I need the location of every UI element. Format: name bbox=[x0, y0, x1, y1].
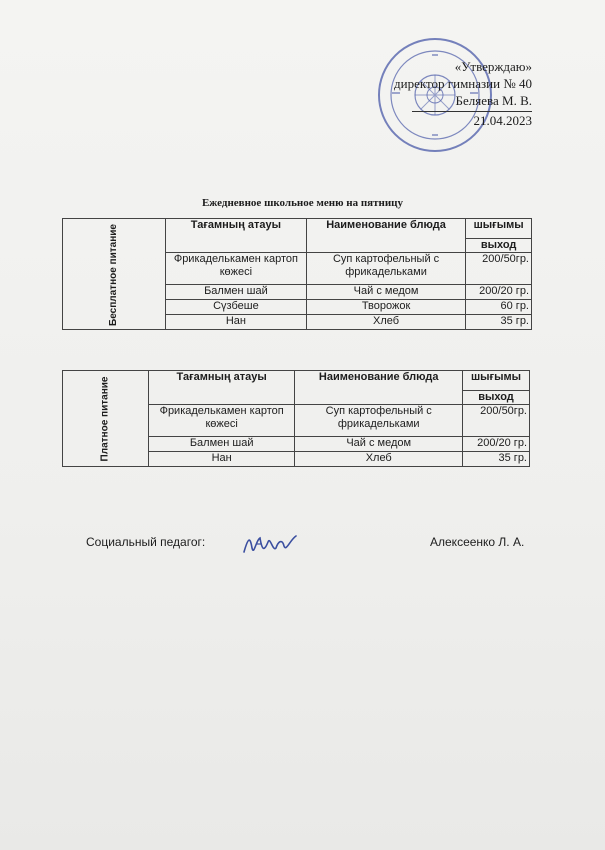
dish-yield: 60 гр. bbox=[466, 300, 532, 315]
header-yield-kz: шығымы bbox=[463, 371, 530, 391]
free-meal-label: Бесплатное питание bbox=[63, 219, 166, 330]
free-meal-table bbox=[62, 218, 532, 330]
dish-kz: Сүзбеше bbox=[165, 300, 306, 315]
header-yield-ru: выход bbox=[463, 391, 530, 405]
approval-heading: «Утверждаю» bbox=[454, 59, 532, 74]
dish-yield: 35 гр. bbox=[463, 452, 530, 467]
dish-kz: Нан bbox=[148, 452, 295, 467]
paid-meal-label: Платное питание bbox=[63, 371, 149, 467]
page-title: Ежедневное школьное меню на пятницу bbox=[201, 197, 404, 209]
dish-ru: Хлеб bbox=[306, 315, 465, 330]
header-russian-name: Наименование блюда bbox=[295, 371, 463, 405]
dish-yield: 200/50гр. bbox=[466, 253, 532, 285]
dish-kz: Нан bbox=[165, 315, 306, 330]
header-russian-name: Наименование блюда bbox=[306, 219, 465, 253]
dish-kz: Фрикаделькамен картоп көжесі bbox=[148, 405, 295, 437]
dish-kz: Балмен шай bbox=[148, 437, 295, 452]
dish-kz: Балмен шай bbox=[165, 285, 306, 300]
dish-ru: Хлеб bbox=[295, 452, 463, 467]
header-kazakh-name: Тағамның атауы bbox=[148, 371, 295, 405]
footer-role: Социальный педагог: bbox=[86, 535, 206, 549]
dish-ru: Творожок bbox=[306, 300, 465, 315]
signature-image bbox=[240, 530, 302, 560]
header-yield-kz: шығымы bbox=[466, 219, 532, 239]
header-yield-ru: выход bbox=[466, 239, 532, 253]
dish-ru: Суп картофельный с фрикадельками bbox=[295, 405, 463, 437]
approval-director-name: Беляева М. В. bbox=[455, 93, 532, 108]
dish-yield: 200/20 гр. bbox=[466, 285, 532, 300]
dish-yield: 200/50гр. bbox=[463, 405, 530, 437]
paid-meal-table bbox=[62, 370, 530, 467]
dish-ru: Суп картофельный с фрикадельками bbox=[306, 253, 465, 285]
approval-position: директор гимназии № 40 bbox=[394, 76, 532, 91]
footer-name: Алексеенко Л. А. bbox=[430, 535, 525, 549]
dish-yield: 200/20 гр. bbox=[463, 437, 530, 452]
approval-date: 21.04.2023 bbox=[412, 111, 532, 129]
dish-ru: Чай с медом bbox=[306, 285, 465, 300]
approval-block bbox=[360, 58, 532, 129]
dish-yield: 35 гр. bbox=[466, 315, 532, 330]
dish-kz: Фрикаделькамен картоп көжесі bbox=[165, 253, 306, 285]
header-kazakh-name: Тағамның атауы bbox=[165, 219, 306, 253]
dish-ru: Чай с медом bbox=[295, 437, 463, 452]
